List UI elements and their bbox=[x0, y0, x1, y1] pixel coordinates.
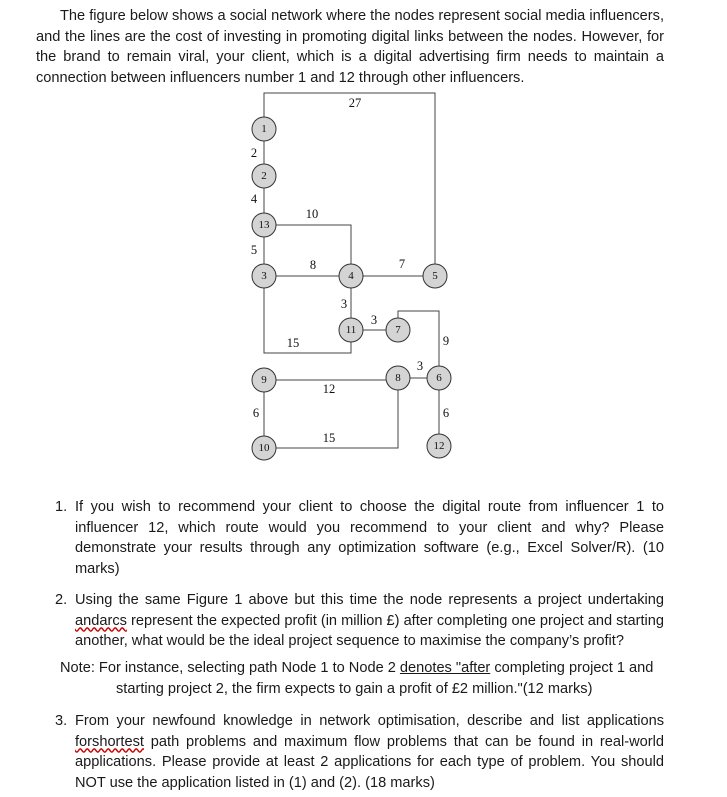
node-10 bbox=[252, 436, 276, 460]
question-1 bbox=[55, 497, 664, 579]
node-6 bbox=[427, 366, 451, 390]
underlined-phrase[interactable]: denotes "after bbox=[399, 660, 491, 676]
weight-11-7: 3 bbox=[370, 313, 378, 327]
note-text-line2: starting project 2, the firm expects to gain a profit of £2 million."(12 marks) bbox=[116, 680, 593, 697]
node-label: 11 bbox=[345, 324, 357, 336]
question-2 bbox=[55, 590, 664, 652]
weight-10-8: 15 bbox=[322, 431, 336, 445]
weight-4-5: 7 bbox=[398, 257, 406, 271]
question-text-start: From your newfound knowledge in network optimisation, describe and list applications bbox=[75, 713, 664, 729]
weight-9-8: 12 bbox=[322, 382, 336, 396]
node-9 bbox=[252, 368, 276, 392]
question-3 bbox=[55, 711, 664, 793]
node-3 bbox=[252, 264, 276, 288]
weight-3-11: 15 bbox=[286, 336, 300, 350]
edge-3-11 bbox=[264, 276, 351, 353]
weight-13-3: 5 bbox=[250, 243, 258, 257]
node-label: 1 bbox=[261, 123, 267, 135]
weight-7-6: 9 bbox=[442, 334, 450, 348]
edge-1-5 bbox=[264, 93, 435, 276]
node-1 bbox=[252, 117, 276, 141]
weight-9-10: 6 bbox=[252, 406, 260, 420]
node-label: 4 bbox=[348, 270, 354, 282]
node-12 bbox=[427, 434, 451, 458]
node-13 bbox=[252, 213, 276, 237]
node-7 bbox=[386, 318, 410, 342]
spellcheck-flagged-word[interactable]: andarcs bbox=[75, 612, 127, 629]
question-text-start: Using the same Figure 1 above but this time the node represents a project undertaking bbox=[75, 592, 664, 608]
node-11 bbox=[339, 318, 363, 342]
node-8 bbox=[386, 366, 410, 390]
question-number: 2. bbox=[55, 592, 68, 608]
node-label: 13 bbox=[258, 219, 270, 231]
note-text-middle: completing project 1 and bbox=[490, 660, 654, 676]
node-label: 10 bbox=[258, 442, 270, 454]
node-4 bbox=[339, 264, 363, 288]
node-label: 2 bbox=[261, 170, 267, 182]
weight-3-4: 8 bbox=[309, 258, 317, 272]
question-number: 3. bbox=[55, 713, 68, 729]
node-5 bbox=[423, 264, 447, 288]
question-number: 1. bbox=[55, 499, 68, 515]
note-text-start: Note: For instance, selecting path Node 1 to Node 2 bbox=[60, 660, 400, 676]
weight-6-12: 6 bbox=[442, 406, 450, 420]
spellcheck-flagged-word[interactable]: forshortest bbox=[75, 733, 144, 750]
weight-8-6: 3 bbox=[416, 359, 424, 373]
node-label: 9 bbox=[261, 374, 267, 386]
weight-1-5: 27 bbox=[348, 96, 362, 110]
node-label: 5 bbox=[432, 270, 438, 282]
intro-text: The figure below shows a social network where the nodes represent social media influencers, and the lines are the cost of investing in promoting digital links between the nodes. However, for the brand to remain viral, your client, which is a digital advertising firm needs to maintain a connection between influencers number 1 and 12 through other influencers. bbox=[36, 8, 664, 86]
node-label: 6 bbox=[436, 372, 442, 384]
weight-13-4: 10 bbox=[305, 207, 319, 221]
node-label: 12 bbox=[433, 440, 445, 452]
note-paragraph bbox=[60, 658, 664, 699]
question-text-end: path problems and maximum flow problems that can be found in real-world applications. Please provide at least 2 applications for each type of problem. You should NOT use the application listed in (1) and (2). (18 marks) bbox=[75, 733, 664, 791]
node-label: 8 bbox=[395, 372, 401, 384]
node-label: 7 bbox=[395, 324, 401, 336]
node-2 bbox=[252, 164, 276, 188]
edge-13-4 bbox=[264, 225, 351, 276]
weight-4-11: 3 bbox=[340, 297, 348, 311]
node-label: 3 bbox=[261, 270, 267, 282]
question-text-end: represent the expected profit (in million £) after completing one project and starting another, what would be the ideal project sequence to maximise the company’s profit? bbox=[75, 612, 664, 649]
question-text: If you wish to recommend your client to choose the digital route from influencer 1 to influencer 12, which route would you recommend to your client and why? Please demonstrate your results through any optimization software (e.g., Excel Solver/R). (10 marks) bbox=[75, 499, 664, 577]
weight-2-13: 4 bbox=[250, 192, 258, 206]
weight-1-2: 2 bbox=[250, 146, 258, 160]
